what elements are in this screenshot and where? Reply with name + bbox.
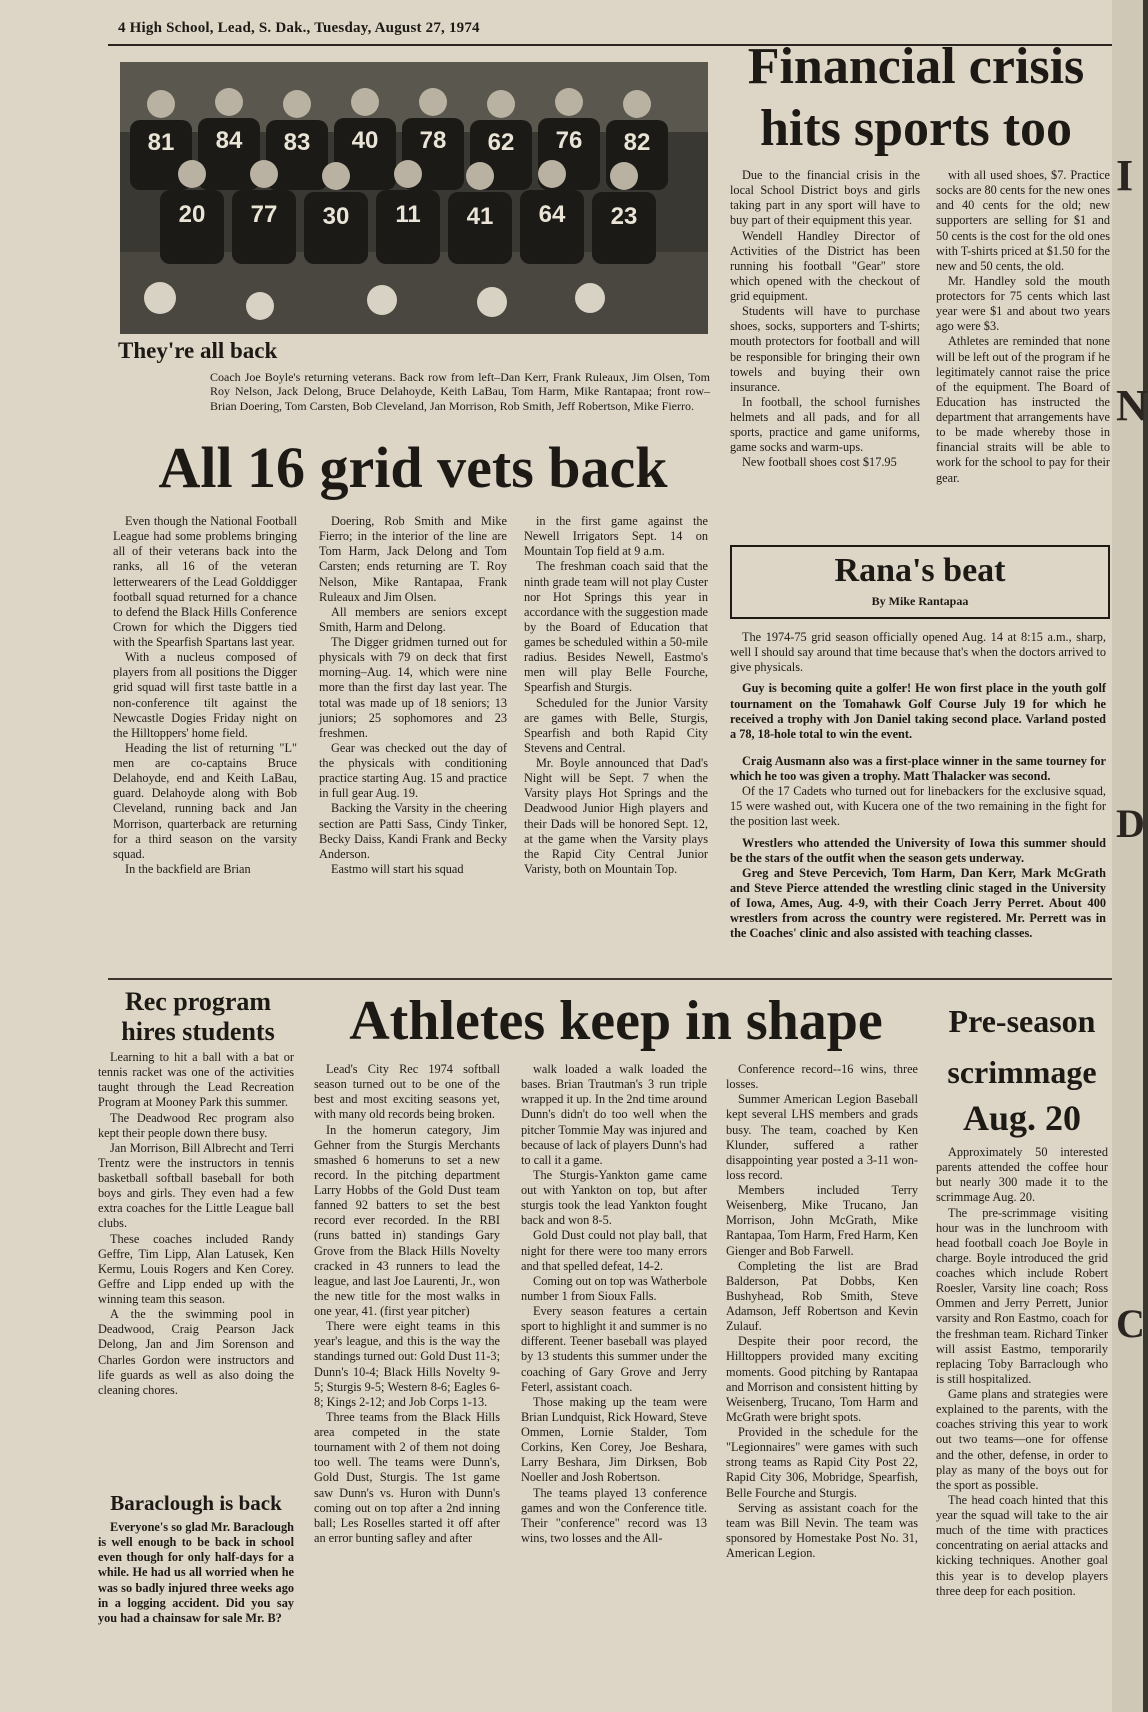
rana-byline: By Mike Rantapaa [871,594,969,608]
financial-headline-2: hits sports too [759,100,1073,157]
athletes-paragraph: Completing the list are Brad Balderson, Pat Dobbs, Ken Bushyhead, Rob Smith, Steve Adamson, Jeff Robertson and Kevin Zulauf. [726,1258,918,1334]
grid-column-2 [319,514,507,877]
rec-headline-1: Rec program [124,987,272,1016]
jersey-back-1: 81 [147,129,175,156]
grid-column-3 [524,514,708,877]
preseason-paragraph: The pre-scrimmage visiting hour was in the lunchroom with head football coach Joe Boyle in charge. Boyle introduced the grid coaches which include Robert Roesler, Varsity line coach; Ross Ommen and Jerry Perrett, Junior varsity and Ron Eastmo, coach for the freshman team. Richard Tinker will assist Eastmo, temporarily replacing Toby Barraclough who is still hospitalized. [936,1205,1108,1386]
rana-paragraph: Wrestlers who attended the University of Iowa this summer should be the stars of the outfit when the season gets underway. [730,835,1106,865]
adjacent-page-edge: I N D C [1112,0,1143,1712]
team-photo-image [120,62,708,334]
rec-paragraph: Jan Morrison, Bill Albrecht and Terri Trentz were the instructors in tennis basketball softball baseball for both boys and girls. They even had a few extra coaches for the Little League ball clubs. [98,1140,294,1231]
financial-headline-1: Financial crisis [747,38,1085,95]
athletes-paragraph: Lead's City Rec 1974 softball season turned out to be one of the best and most exciting seasons yet, with many old records being broken. [314,1062,500,1122]
financial-paragraph: Mr. Handley sold the mouth protectors for 75 cents which last year were $1 and about two years ago were $3. [936,273,1110,334]
preseason-column [936,1145,1108,1599]
photo-caption: Coach Joe Boyle's returning veterans. Back row from left–Dan Kerr, Frank Ruleaux, Jim Olsen, Tom Roy Nelson, Jack Delong, Bruce Delahoyde, Keith LaBau, Tom Harm, Mike Rantapaa; front row–Brian Doering, Tom Carsten, Bob Cleveland, Jan Morrison, Rob Smith, Jeff Robertson, Mike Fierro. [210,370,710,413]
preseason-headline-1: Pre-season [948,1003,1096,1039]
jersey-front-2: 77 [250,201,278,228]
baraclough-headline: Baraclough is back [110,1491,282,1515]
page-folio: 4 High School, Lead, S. Dak., Tuesday, August 27, 1974 [118,20,480,36]
caption-headline: They're all back [118,338,278,363]
grid-paragraph: Backing the Varsity in the cheering section are Patti Sass, Cindy Tinker, Becky Daiss, Kandi Frank and Becky Anderson. [319,801,507,861]
grid-column-1 [113,514,297,877]
grid-paragraph: Mr. Boyle announced that Dad's Night will be Sept. 7 when the Varsity plays Hot Springs and the Deadwood Junior High players and their Dads will be honored Sept. 12, at the game when the Varsity plays the Rapid City Central Junior Varisty, both on Mountain Top. [524,756,708,876]
rana-title: Rana's beat [834,552,1006,589]
athletes-paragraph: Summer American Legion Baseball kept several LHS members and grads busy. The team, coached by Ken Klunder, suffered a rather disappointing year posted a 3-11 won-loss record. [726,1092,918,1182]
athletes-column-2 [521,1062,707,1546]
athletes-paragraph: Serving as assistant coach for the team was Bill Nevin. The team was sponsored by Homestake Post No. 31, American Legion. [726,1500,918,1560]
grid-paragraph: Eastmo will start his squad [331,861,464,876]
jersey-front-7: 23 [610,203,638,230]
grid-paragraph: The freshman coach said that the ninth grade team will not play Custer nor Hot Springs this year in accordance with the suggestion made by the Board of Education that games be scheduled within a 50-mile radius. Besides Newell, Eastmo's men will play Belle Fourche, Spearfish and Sturgis. [524,559,708,695]
financial-paragraph: with all used shoes, $7. Practice socks are 80 cents for the new ones and 40 cents for the old; new supporters are selling for $1 and 50 cents is the cost for the old ones with T-shirts priced at $1.50 for the new and 50 cents, the old. [936,168,1110,273]
financial-paragraph: Athletes are reminded that none will be left out of the program if he legitimately cannot raise the price of the equipment. The Board of Education has instructed the department that arrangements have to be made whereby those in financial straits will be able to work for the school to pay for their gear. [936,334,1110,485]
athletes-paragraph: There were eight teams in this year's league, and this is the way the standings turned out: Gold Dust 11-3; Dunn's 10-4; Black Hills Novelty 9-5; Sturgis 9-5; Western 8-6; Eagles 6-8; Kings 2-12; and Job Corps 1-13. [314,1319,500,1409]
financial-column-1 [730,168,920,471]
jersey-front-3: 30 [322,203,350,230]
grid-paragraph: in the first game against the Newell Irrigators Sept. 14 on Mountain Top field at 9 a.m. [524,514,708,559]
athletes-paragraph: walk loaded a walk loaded the bases. Brian Trautman's 3 run triple wrapped it up. In the 2nd time around Dunn's didn't do too well when the pitcher Tommie May was injured and because of lack of players Dunn's had to call it a game. [521,1062,707,1167]
rec-paragraph: These coaches included Randy Geffre, Tim Lipp, Alan Latusek, Ken Kermu, Louis Rogers and Ken Corey. Geffre and Lipp ended up with the winning team this season. [98,1231,294,1306]
baraclough-text: Everyone's so glad Mr. Baraclough is well enough to be back in school even though for only half-days for a while. He had us all worried when he was so badly injured three weeks ago in a logging accident. Did you say you had a chainsaw for sale Mr. B? [98,1520,294,1625]
athletes-paragraph: Those making up the team were Brian Lundquist, Rick Howard, Steve Ommen, Lornie Stalder, Tom Corkins, Ken Corey, Joe Beshara, Larry Beshara, Jim Dirksen, Bob Noeller and Josh Robertson. [521,1394,707,1485]
jersey-back-8: 82 [623,129,651,156]
team-photo [120,62,708,334]
preseason-paragraph: Game plans and strategies were explained to the parents, with the coaches striving this year to work out two teams—one for offense and the other, defense, in order to play as many of the boys out for the sport as possible. [936,1387,1108,1492]
athletes-paragraph: Coming out on top was Watherbole number 1 from Sioux Falls. [521,1273,707,1303]
jersey-back-3: 83 [283,129,311,156]
grid-paragraph: Doering, Rob Smith and Mike Fierro; in the interior of the line are Tom Harm, Jack Delong and Tom Carsten; ends returning are T. Roy Nelson, Mike Rantapaa, Frank Ruleaux and Jim Olsen. [319,514,507,604]
rec-headline-2: hires students [121,1017,275,1046]
athletes-paragraph: Members included Terry Weisenberg, Mike Trucano, Jan Morrison, John McGrath, Mike Rantapaa, Tom Harm, Fred Harm, Ken Gienger and Bob Farwell. [726,1183,918,1258]
preseason-paragraph: The head coach hinted that this year the squad will take to the air much of the time with practices concentrating on aerial attacks and kicking techniques. Another goal this year is to develop players three deep for each position. [936,1492,1108,1598]
jersey-back-7: 76 [555,127,583,154]
rana-paragraph: Craig Ausmann also was a first-place winner in the same tourney for which he too was given a trophy. Matt Thalacker was second. [730,753,1106,783]
athletes-paragraph: The teams played 13 conference games and won the Conference title. Their "conference" record was 13 wins, two losses and the All- [521,1485,707,1545]
jersey-front-5: 41 [466,203,494,230]
grid-paragraph: Scheduled for the Junior Varsity are games with Belle, Sturgis, Spearfish and both Rapid City Stevens and Central. [524,695,708,755]
section-divider [108,978,1112,980]
rec-paragraph: The Deadwood Rec program also kept their people down there busy. [98,1110,294,1140]
financial-column-2 [936,168,1110,486]
financial-paragraph: Students will have to purchase shoes, socks, supporters and T-shirts; mouth protectors for football and will be responsible for bringing their own towels and buying their own insurance. [730,304,920,394]
jersey-front-6: 64 [538,201,566,228]
financial-paragraph: Wendell Handley Director of Activities of the District has been running his football "Gear" store which opened with the checkout of grid equipment. [730,228,920,303]
rana-column [730,630,1106,941]
athletes-paragraph: The Sturgis-Yankton game came out with Yankton on top, but after sturgis took the lead Yankton fought back and won 8-5. [521,1167,707,1228]
financial-paragraph: Due to the financial crisis in the local School District boys and girls taking part in any sport will have to buy part of their equipment this year. [730,168,920,228]
grid-paragraph: With a nucleus composed of players from all positions the Digger grid squad will first taste battle in a non-conference tilt against the Newcastle Dogies Friday night on the Hilltoppers' home field. [113,650,297,740]
grid-paragraph: Even though the National Football League had some problems bringing all of their veterans back into the ranks, all 16 of the veteran letterwearers of the Lead Golddigger football squad returned for a chance to defend the Black Hills Conference Crown for which the Diggers tied with the Spearfish Spartans last year. [113,514,297,649]
rana-paragraph: The 1974-75 grid season officially opened Aug. 14 at 8:15 a.m., sharp, well I should say around that time because that's when the doctors arrived to give physicals. [730,630,1106,675]
grid-paragraph: In the backfield are Brian [125,861,251,876]
jersey-front-1: 20 [178,201,206,228]
jersey-front-4: 11 [395,201,421,228]
athletes-paragraph: Despite their poor record, the Hilltoppers provided many exciting moments. Good pitching by Rantapaa and Morrison and consistent hitting by Weisenberg, Trucano, Tom Harm and McGrath were bright spots. [726,1334,918,1424]
jersey-back-2: 84 [215,127,243,154]
preseason-paragraph: Approximately 50 interested parents attended the coffee hour but nearly 300 made it to the scrimmage Aug. 20. [936,1145,1108,1205]
athletes-paragraph: Three teams from the Black Hills area competed in the state tournament with 2 of them not doing too well. The teams were Dunn's, Gold Dust, Sturgis. The 1st game saw Dunn's vs. Huron with Dunn's coming out on top after a 2nd inning ball; Les Roselles started it off after an error bunting safley and after [314,1409,500,1545]
jersey-back-6: 62 [487,129,515,156]
rana-paragraph: Of the 17 Cadets who turned out for linebackers for the exclusive squad, 15 were washed out, with Kucera one of the two remaining in the fight for the position last week. [730,784,1106,829]
preseason-headline-2: scrimmage [947,1054,1097,1090]
athletes-paragraph: Every season features a certain sport to highlight it and summer is no different. Teener baseball was played by 13 students this summer under the coaching of Gary Grove and Jerry Feterl, assistant coach. [521,1304,707,1394]
rec-column [98,1050,294,1398]
grid-paragraph: The Digger gridmen turned out for physicals with 79 on deck that first morning–Aug. 14, which were nine more than the first day last year. The total was made up of 18 seniors; 13 juniors; 25 sophomores and 23 freshmen. [319,635,507,740]
grid-paragraph: All members are seniors except Smith, Harm and Delong. [319,604,507,634]
athletes-paragraph: Conference record--16 wins, three losses. [726,1062,918,1092]
financial-paragraph: In football, the school furnishes helmets and all pads, and for all sports, practice and game uniforms, game socks and warm-ups. [730,394,920,455]
athletes-paragraph: In the homerun category, Jim Gehner from the Sturgis Merchants smashed 6 homeruns to set a new record. In the pitching department Larry Hobbs of the Gold Dust team fanned 92 batters to set the best record ever recorded. In the RBI (runs batted in) standings Gary Grove from the Black Hills Novelty cracked in 43 runners to lead the league, and last Joe Laurenti, Jr., won the new title for the most walks in one year, 41. (first year pitcher) [314,1122,500,1318]
jersey-back-4: 40 [351,127,379,154]
grid-paragraph: Heading the list of returning "L" men are co-captains Bruce Delahoyde, end and Keith LaBau, guard. Delahoyde along with Bob Cleveland, running back and Jan Morrison, quarterback are returning for a third season on the varsity squad. [113,740,297,861]
athletes-headline: Athletes keep in shape [349,990,883,1052]
athletes-column-3 [726,1062,918,1561]
jersey-back-5: 78 [419,127,447,154]
rec-paragraph: Learning to hit a ball with a bat or tennis racket was one of the activities taught through the Lead Recreation Program at Mooney Park this summer. [98,1050,294,1110]
financial-paragraph: New football shoes cost $17.95 [742,455,897,470]
rana-paragraph: Guy is becoming quite a golfer! He won first place in the youth golf tournament on the Tomahawk Golf Course July 19 for which he received a trophy with Jon Daniel taking second place. Varland posted a 78, 18-hole total to win the event. [730,681,1106,741]
grid-headline: All 16 grid vets back [158,435,668,500]
baraclough-column [98,1520,294,1626]
rana-title-box [730,545,1110,619]
athletes-paragraph: Gold Dust could not play ball, that night for there were too many errors and that spelled defeat, 14-2. [521,1228,707,1273]
rana-paragraph: Greg and Steve Percevich, Tom Harm, Dan Kerr, Mark McGrath and Steve Pierce attended the wrestling clinic staged in the University of Iowa, Ames, Aug. 4-9, with their Coach Jerry Perret. About 400 wrestlers from across the country were registered. Mr. Perrett was in the Coaches' clinic and also assisted with teaching classes. [730,865,1106,941]
grid-paragraph: Gear was checked out the day of the physicals with conditioning practice starting Aug. 15 and practice in full gear Aug. 19. [319,740,507,801]
athletes-paragraph: Provided in the schedule for the "Legionnaires" were games with such strong teams as Rapid City Post 22, Rapid City 306, Mobridge, Spearfish, Belle Fourche and Sturgis. [726,1425,918,1500]
rec-paragraph: A the the swimming pool in Deadwood, Craig Pearson Jack Delong, Jan and Jim Sorenson and Charles Gordon were instructors and life guards as well as also doing the cleaning chores. [98,1307,294,1397]
athletes-column-1 [314,1062,500,1546]
preseason-headline-3: Aug. 20 [962,1098,1082,1138]
